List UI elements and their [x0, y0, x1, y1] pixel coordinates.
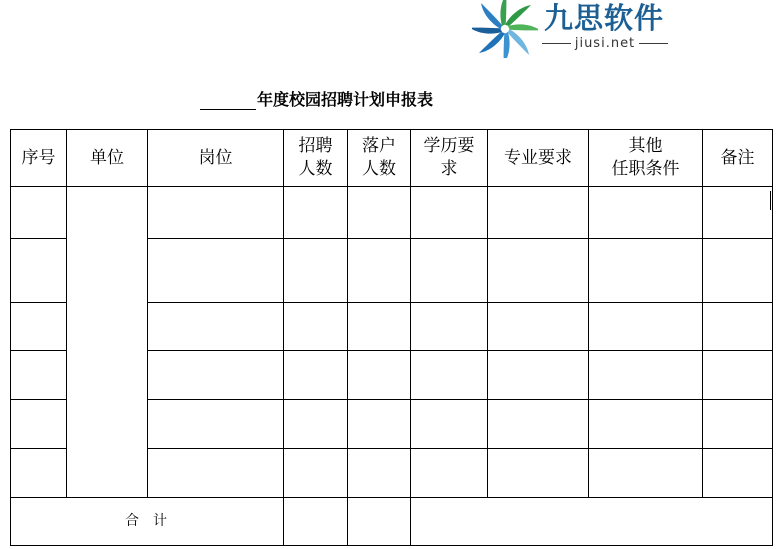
cell-seq[interactable]: [11, 303, 67, 351]
cell-education[interactable]: [411, 351, 488, 400]
header-education: 学历要 求: [411, 130, 488, 187]
cell-remarks[interactable]: [703, 400, 773, 449]
cell-education[interactable]: [411, 400, 488, 449]
cell-major[interactable]: [488, 400, 589, 449]
header-seq: 序号: [11, 130, 67, 187]
cell-position[interactable]: [148, 187, 284, 239]
cell-recruit-count[interactable]: [284, 239, 348, 303]
cell-remarks[interactable]: [703, 187, 773, 239]
cell-position[interactable]: [148, 449, 284, 498]
cell-position[interactable]: [148, 239, 284, 303]
header-remarks: 备注: [703, 130, 773, 187]
cell-recruit-count[interactable]: [284, 303, 348, 351]
total-row: [11, 498, 773, 546]
jiusi-logo: [472, 0, 672, 58]
cell-other-conditions[interactable]: [589, 449, 703, 498]
header-position: 岗位: [148, 130, 284, 187]
cell-position[interactable]: [148, 400, 284, 449]
cell-seq[interactable]: [11, 400, 67, 449]
cell-recruit-count[interactable]: [284, 449, 348, 498]
header-hukou-count: 落户 人数: [348, 130, 411, 187]
cell-other-conditions[interactable]: [589, 187, 703, 239]
cell-unit-merged[interactable]: [67, 187, 148, 498]
cell-hukou-count[interactable]: [348, 449, 411, 498]
cell-major[interactable]: [488, 449, 589, 498]
header-recruit-count: 招聘 人数: [284, 130, 348, 187]
cell-position[interactable]: [148, 303, 284, 351]
cell-remarks[interactable]: [703, 239, 773, 303]
document-title: 年度校园招聘计划申报表: [257, 90, 434, 109]
cell-recruit-count[interactable]: [284, 187, 348, 239]
cell-education[interactable]: [411, 239, 488, 303]
recruitment-plan-table: [10, 129, 773, 546]
cell-other-conditions[interactable]: [589, 400, 703, 449]
cell-remarks[interactable]: [703, 449, 773, 498]
header-row: [11, 130, 773, 187]
swirl-logo-icon: [472, 0, 538, 58]
table-row: [11, 187, 773, 239]
cell-seq[interactable]: [11, 449, 67, 498]
cell-education[interactable]: [411, 449, 488, 498]
cell-other-conditions[interactable]: [589, 303, 703, 351]
total-recruit-count[interactable]: [284, 498, 348, 546]
cell-major[interactable]: [488, 187, 589, 239]
cell-hukou-count[interactable]: [348, 303, 411, 351]
total-label: 合计: [11, 498, 284, 546]
cell-remarks[interactable]: [703, 303, 773, 351]
cell-position[interactable]: [148, 351, 284, 400]
cell-hukou-count[interactable]: [348, 351, 411, 400]
year-blank-field[interactable]: [200, 91, 256, 110]
header-major: 专业要求: [488, 130, 589, 187]
cell-education[interactable]: [411, 303, 488, 351]
cell-major[interactable]: [488, 303, 589, 351]
total-remainder[interactable]: [411, 498, 773, 546]
cell-major[interactable]: [488, 351, 589, 400]
cell-seq[interactable]: [11, 351, 67, 400]
cell-other-conditions[interactable]: [589, 351, 703, 400]
total-hukou-count[interactable]: [348, 498, 411, 546]
cell-hukou-count[interactable]: [348, 239, 411, 303]
cell-hukou-count[interactable]: [348, 187, 411, 239]
header-other-conditions: 其他 任职条件: [589, 130, 703, 187]
cell-other-conditions[interactable]: [589, 239, 703, 303]
header-unit: 单位: [67, 130, 148, 187]
brand-domain-row: [542, 35, 668, 51]
divider-line-right: [639, 43, 668, 44]
brand-name: 九思软件: [544, 1, 665, 35]
cell-hukou-count[interactable]: [348, 400, 411, 449]
document-title-row: [200, 86, 433, 110]
cell-recruit-count[interactable]: [284, 351, 348, 400]
cell-education[interactable]: [411, 187, 488, 239]
cell-remarks[interactable]: [703, 351, 773, 400]
cell-major[interactable]: [488, 239, 589, 303]
cell-seq[interactable]: [11, 239, 67, 303]
text-cursor: [770, 191, 771, 210]
brand-domain: jiusi.net: [574, 35, 636, 51]
cell-seq[interactable]: [11, 187, 67, 239]
cell-recruit-count[interactable]: [284, 400, 348, 449]
divider-line-left: [542, 43, 571, 44]
